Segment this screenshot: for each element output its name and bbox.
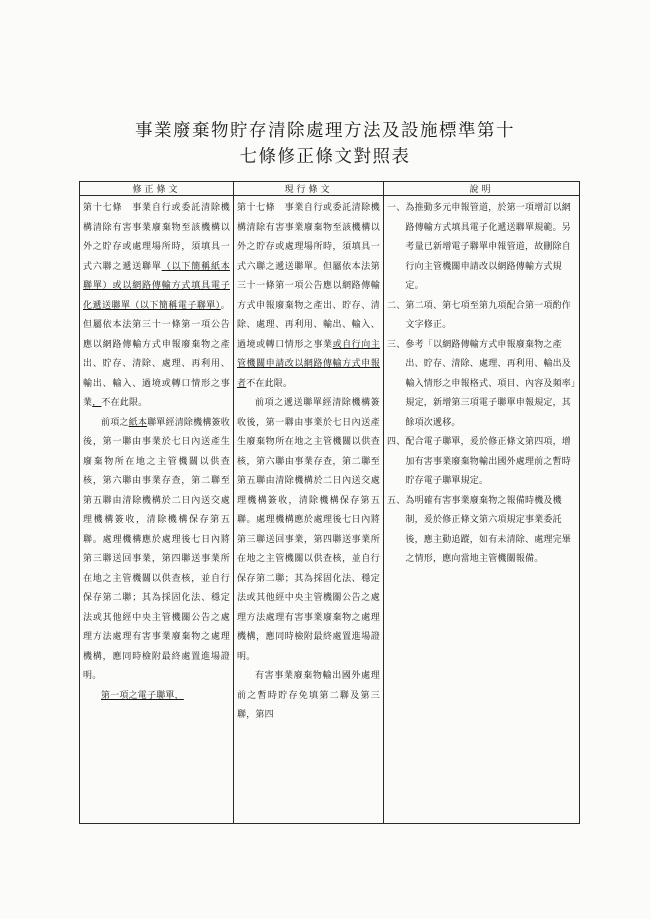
comparison-table <box>79 181 580 824</box>
current-paragraph-3: 有害事業廢棄物輸出國外處理前之暫時貯存免填第二聯及第三聯，第四 <box>237 671 380 720</box>
note-item-1 <box>387 199 576 297</box>
amended-text: 聯單經清除機構簽收後，第一聯由事業於七日內送產生廢棄物所在地之主管機關以供查核，第六聯由事業存查，第二聯至第五聯由清除機構於二日內送交處理機構簽收，清除機構保存第五聯。處理機構應於處理後七日內將第三聯送回事業，第四聯送事業所在地之主管機關以供查核，並自行保存第二聯；其為採固化法、穩定法或其他經中央主管機關公告之處理方法處理有害事業廢棄物之處理機構，應同時檢附最終處置進場證明。 <box>83 417 230 681</box>
amended-text: 。但屬依本法第三十一條第一項公告應以網路傳輸方式申報廢棄物之產出、貯存、清除、處理、再利用、輸出、輸入、過境或轉口情形之事業 <box>83 300 230 408</box>
note-number: 二、 <box>387 300 406 311</box>
document-title <box>0 118 650 170</box>
note-number: 四、 <box>387 437 406 447</box>
note-number: 三、 <box>387 339 406 350</box>
title-line-1: 事業廢棄物貯存清除處理方法及設施標準第十 <box>135 121 515 141</box>
title-line-2: 七條修正條文對照表 <box>239 147 411 167</box>
header-notes: 說明 <box>384 182 580 196</box>
current-paragraph-2: 前項之遞送聯單經清除機構簽收後，第一聯由事業於七日內送產生廢棄物所在地之主管機關以供查核，第六聯由事業存查，第二聯至第五聯由清除機構於二日內送交處理機構簽收，清除機構保存第五聯。處理機構應於處理後七日內將第三聯送回事業，第四聯送事業所在地之主管機關以供查核，並自行保存第二聯；其為採固化法、穩定法或其他經中央主管機關公告之處理方法處理有害事業廢棄物之處理機構，應同時檢附最終處置進場證明。 <box>237 398 380 662</box>
note-number: 五、 <box>387 495 406 506</box>
note-number: 一、 <box>387 203 406 213</box>
amended-text: 第十七條 事業自行或委託清除機構清除有害事業廢棄物至該機構以外之貯存或處理場所時，須填具一式六聯之遞送聯單 <box>83 203 230 272</box>
current-column <box>234 196 384 824</box>
amended-underlined-text: 紙本 <box>128 417 148 428</box>
amended-underlined-text: ， <box>92 398 102 408</box>
notes-column <box>384 196 580 824</box>
current-text: 第十七條 事業自行或委託清除機構清除有害事業廢棄物至該機構以外之貯存或處理場所時，須填具一式六聯之遞送聯單。但屬依本法第三十一條第一項公告應以網路傳輸方式申報廢棄物之產出、貯存、清除、處理、再利用、輸出、輸入、過境或轉口情形之事業 <box>237 203 380 350</box>
note-text: 參考「以網路傳輸方式申報廢棄物之產出、貯存、清除、處理、再利用、輸出及輸入情形之申報格式、項目、內容及頻率」規定，新增第三項電子聯單申報規定，其餘項次遞移。 <box>405 339 576 428</box>
amended-paragraph-3 <box>83 687 230 707</box>
note-item-4 <box>387 433 576 492</box>
table-body-row <box>80 196 580 824</box>
current-underlined-text: 或自行向主管機關申請改以網路傳輸方式申報者 <box>237 339 380 389</box>
header-current: 現行條文 <box>234 182 384 196</box>
amended-underlined-text: 第一項之電子聯單， <box>101 690 184 701</box>
note-item-3 <box>387 336 576 434</box>
amended-paragraph-1 <box>83 199 230 414</box>
header-amended: 修正條文 <box>80 182 234 196</box>
note-item-5 <box>387 492 576 570</box>
current-paragraph-1 <box>237 199 380 394</box>
note-item-2 <box>387 297 576 336</box>
note-text: 為推動多元申報管道，於第一項增訂以網路傳輸方式填具電子化遞送聯單規範。另考量已新增電子聯單申報管道，故刪除自行向主管機關申請改以網路傳輸方式規定。 <box>405 203 572 291</box>
amended-underlined-text: （以下簡稱紙本聯單）或以網路傳輸方式填具電子化遞送聯單（以下簡稱電子聯單） <box>83 261 230 311</box>
amended-paragraph-2 <box>83 414 230 687</box>
amended-text: 前項之 <box>101 417 129 428</box>
note-text: 為明確有害事業廢棄物之報備時機及機制，爰於修正條文第六項規定事業委託後，應主動追蹤，如有未清除、處理完畢之情形，應向當地主管機關報備。 <box>405 495 572 564</box>
table-header-row <box>80 182 580 196</box>
note-text: 配合電子聯單，爰於修正條文第四項，增加有害事業廢棄物輸出國外處理前之暫時貯存電子聯單規定。 <box>405 437 572 486</box>
amended-text: 不在此限。 <box>101 398 148 408</box>
note-text: 第二項、第七項至第九項配合第一項酌作文字修正。 <box>405 300 572 330</box>
current-text: 不在此限。 <box>246 378 293 389</box>
amended-column <box>80 196 234 824</box>
